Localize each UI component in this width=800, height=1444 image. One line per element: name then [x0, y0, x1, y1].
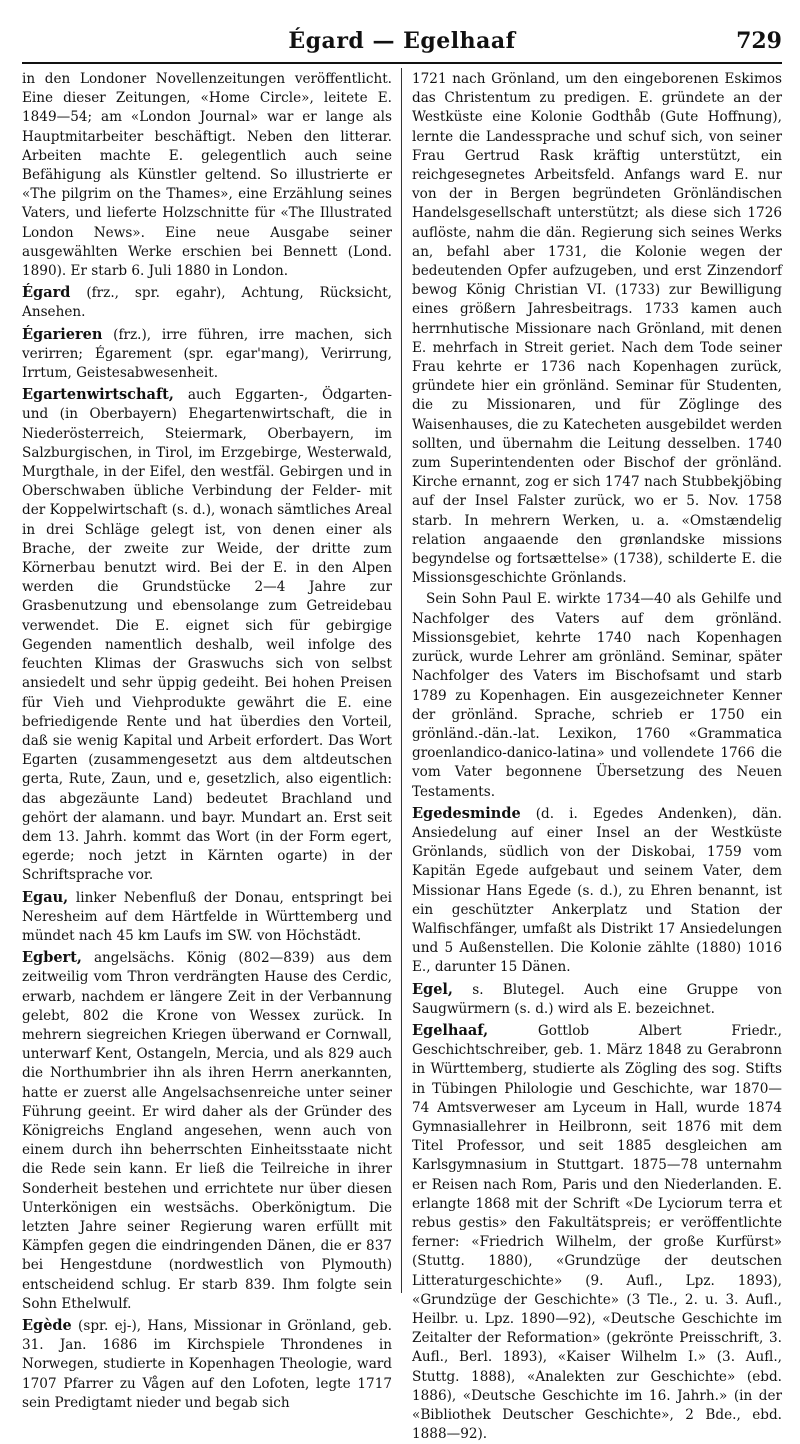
entry-egau — [22, 888, 392, 947]
entry-text: linker Nebenfluß der Donau, entspringt bei Neresheim auf dem Härtfelde in Württemberg und mündet nach 45 km Laufs im SW. von Höchstädt. — [22, 889, 392, 944]
header-rule — [22, 62, 782, 64]
entry-egel — [412, 980, 782, 1019]
entry-text: Sein Sohn Paul E. wirkte 1734—40 als Gehilfe und Nachfolger des Vaters auf dem grönländ. Missionsgebiet, kehrte 1740 nach Kopenhagen zurück, wurde Lehrer am grönländ. Seminar, später Nachfolger des Vaters im Bischofsamt und starb 1789 zu Kopenhagen. Ein ausgezeichneter Kenner der grönländ. Sprache, schrieb er 1750 ein grönländ.-dän.-lat. Lexikon, 1760 «Grammatica groenlandico-danico-latina» und vollendete 1766 die vom Vater begonnene Übersetzung des Neuen Testaments. — [412, 591, 782, 800]
entry-continuation-right — [412, 70, 782, 588]
left-column — [22, 68, 392, 1411]
entry-text: s. Blutegel. Auch eine Gruppe von Saugwürmern (s. d.) wird als E. bezeichnet. — [412, 981, 782, 1017]
entry-text: (frz., spr. egahr), Achtung, Rücksicht, Ansehen. — [22, 285, 392, 321]
entry-text: auch Eggarten-, Ödgarten- und (in Oberbayern) Ehegartenwirtschaft, die in Niederösterreich, Steiermark, Oberbayern, im Salzburgischen, in Tirol, im Erzgebirge, Westerwald, Murgthale, in der Eifel, den westfäl. Gebirgen und in Oberschwaben übliche Verbindung der Felder- mit der Koppelwirtschaft (s. d.), wonach sämtliches Areal in drei Schläge gelegt ist, von denen einer als Brache, der zweite zur Weide, der dritte zum Körnerbau benutzt wird. Bei der E. in den Alpen werden die Grundstücke 2—4 Jahre zur Grasbenutzung und ebensolange zum Getreidebau verwendet. Die E. eignet sich für gebirgige Gegenden namentlich deshalb, weil infolge des feuchten Klimas der Graswuchs sich von selbst ansiedelt und sehr üppig gedeiht. Bei hohen Preisen für Vieh und Viehprodukte gewährt die E. eine befriedigende Rente und hat überdies den Vorteil, daß sie wenig Kapital und Arbeit erfordert. Das Wort Egarten (zusammengesetzt aus dem altdeutschen gerta, Rute, Zaun, und e, gesetzlich, also eigentlich: das abgezäunte Land) bedeutet Brachland und gehört der alamann. und bayr. Mundart an. Erst seit dem 13. Jahrh. kommt das Wort (in der Form egert, egerde; noch jetzt in Kärnten ogarte) in der Schriftsprache vor. — [22, 387, 392, 884]
entry-egelhaaf — [412, 1021, 782, 1444]
entry-headword: Egartenwirtschaft, — [22, 386, 174, 404]
page-number: 729 — [736, 28, 782, 54]
entry-headword: Egau, — [22, 888, 69, 906]
entry-headword: Egbert, — [22, 949, 82, 967]
running-head-title: Égard — Egelhaaf — [288, 28, 516, 54]
entry-text: in den Londoner Novellenzeitungen veröffentlicht. Eine dieser Zeitungen, «Home Circle», leitete E. 1849—54; am «London Journal» war er lange als Hauptmitarbeiter beschäftigt. Neben den litterar. Arbeiten machte E. gelegentlich auch seine Befähigung als Künstler geltend. So illustrierte er «The pilgrim on the Thames», eine Erzählung seines Vaters, und lieferte Holzschnitte für «The Illustrated London News». Eine neue Ausgabe seiner ausgewählten Werke erschien bei Bennett (Lond. 1890). Er starb 6. Juli 1880 in London. — [22, 71, 392, 280]
entry-headword: Egel, — [412, 980, 453, 998]
entry-text: (d. i. Egedes Andenken), dän. Ansiedelung auf einer Insel an der Westküste Grönlands, südlich von der Diskobai, 1759 vom Kapitän Egede aufgebaut und seinem Vater, dem Missionar Hans Egede (s. d.), zu Ehren benannt, ist ein geschützter Ankerplatz und Station der Walfischfänger, umfaßt als Distrikt 17 Ansiedelungen und 5 Außenstellen. Die Kolonie zählte (1880) 1016 E., darunter 15 Dänen. — [412, 805, 782, 976]
entry-egbert — [22, 948, 392, 1314]
entry-paul-egede — [412, 590, 782, 801]
entry-headword: Égarieren — [22, 325, 103, 343]
entry-egedesminde — [412, 804, 782, 978]
entry-headword: Egedesminde — [412, 804, 521, 822]
entry-text: Gottlob Albert Friedr., Geschichtschreiber, geb. 1. März 1848 zu Gerabronn in Württemberg, studierte als Zögling des sog. Stifts in Tübingen Philologie und Geschichte, war 1870—74 Amtsverweser am Lyceum in Hall, wurde 1874 Gymnasiallehrer in Heilbronn, seit 1876 mit dem Titel Professor, und seit 1885 desgleichen am Karlsgymnasium in Stuttgart. 1875—78 unternahm er Reisen nach Rom, Paris und den Niederlanden. E. erlangte 1868 mit der Schrift «De Lyciorum terra et rebus gestis» den Fakultätspreis; er veröffentlichte ferner: «Friedrich Wilhelm, der große Kurfürst» (Stuttg. 1880), «Grundzüge der deutschen Litteraturgeschichte» (9. Aufl., Lpz. 1893), «Grundzüge der Geschichte» (3 Tle., 2. u. 3. Aufl., Heilbr. u. Lpz. 1890—92), «Deutsche Geschichte im Zeitalter der Reformation» (gekrönte Preisschrift, 3. Aufl., Berl. 1893), «Kaiser Wilhelm I.» (3. Aufl., Stuttg. 1888), «Analekten zur Geschichte» (ebd. 1886), «Deutsche Geschichte im 16. Jahrh.» (in der «Bibliothek Deutscher Geschichte», 2 Bde., ebd. 1888—92). — [412, 1022, 782, 1443]
entry-egede — [22, 1316, 392, 1413]
entry-egard — [22, 283, 392, 322]
entry-headword: Egelhaaf, — [412, 1021, 489, 1039]
entry-continuation-left — [22, 70, 392, 281]
entry-text: 1721 nach Grönland, um den eingeborenen Eskimos das Christentum zu predigen. E. gründete an der Westküste eine Kolonie Godthåb (Gute Hoffnung), lernte die Landessprache und schuf sich, von seiner Frau Gertrud Rask kräftig unterstützt, ein reichgesegnetes Arbeitsfeld. Anfangs ward E. nur von der in Bergen begründeten Grönländischen Handelsgesellschaft unterstützt; als diese sich 1726 auflöste, nahm die dän. Regierung sich seines Werks an, befahl aber 1731, die Kolonie wegen der bedeutenden Opfer aufzugeben, und erst Zinzendorf bewog König Christian VI. (1733) zur Bewilligung eines größern Jahresbeitrags. 1733 kamen auch herrnhutische Missionare nach Grönland, mit denen E. mehrfach in Streit geriet. Nach dem Tode seiner Frau kehrte er 1736 nach Kopenhagen zurück, gründete hier ein grönländ. Seminar für Studenten, die zu Missionaren, und für Zöglinge des Waisenhauses, die zu Katecheten ausgebildet werden sollten, und übernahm die Leitung desselben. 1740 zum Superintendenten oder Bischof der grönländ. Kirche ernannt, zog er sich 1747 nach Stubbekjöbing auf der Insel Falster zurück, wo er 5. Nov. 1758 starb. In mehrern Werken, u. a. «Omstændelig relation angaaende den grønlandske missions begyndelse og fortsættelse» (1738), schilderte E. die Missionsgeschichte Grönlands. — [412, 71, 782, 587]
text-columns — [22, 68, 782, 1443]
entry-text: angelsächs. König (802—839) aus dem zeitweilig vom Thron verdrängten Hause des Cerdic, erwarb, nachdem er längere Zeit in der Verbannung gelebt, 802 die Krone von Wessex zurück. In mehrern siegreichen Kriegen überwand er Cornwall, unterwarf Kent, Ostangeln, Mercia, und als 829 auch die Northumbrier ihn als ihren Herrn anerkannten, hatte er zuerst alle Angelsachsenreiche unter seiner Führung geeint. Er wird daher als der Gründer des Königreichs England angesehen, wenn auch von einem durch ihn beherrschten Einheitsstaate nicht die Rede sein kann. Er ließ die Teilreiche in ihrer Sonderheit bestehen und errichtete nur über diesen Unterkönigen ein westsächs. Oberkönigtum. Die letzten Jahre seiner Regierung waren erfüllt mit Kämpfen gegen die eindringenden Dänen, die er 837 bei Hengestdune (nordwestlich von Plymouth) entscheidend schlug. Er starb 839. Ihm folgte sein Sohn Ethelwulf. — [22, 950, 392, 1312]
entry-headword: Égard — [22, 284, 71, 302]
column-divider — [401, 68, 402, 1293]
entry-text: (frz.), irre führen, irre machen, sich verirren; Égarement (spr. egar'mang), Verirrung, Irrtum, Geistesabwesenheit. — [22, 326, 392, 382]
running-head — [22, 28, 782, 58]
entry-egarieren — [22, 325, 392, 384]
right-column — [412, 68, 782, 1443]
entry-egartenwirtschaft — [22, 385, 392, 885]
entry-text: (spr. ej-), Hans, Missionar in Grönland, geb. 31. Jan. 1686 im Kirchspiele Throndenes in Norwegen, studierte in Kopenhagen Theologie, ward 1707 Pfarrer zu Vågen auf den Lofoten, legte 1717 sein Predigtamt nieder und begab sich — [22, 1318, 392, 1411]
encyclopedia-page — [22, 0, 782, 1443]
entry-headword: Egède — [22, 1317, 72, 1334]
